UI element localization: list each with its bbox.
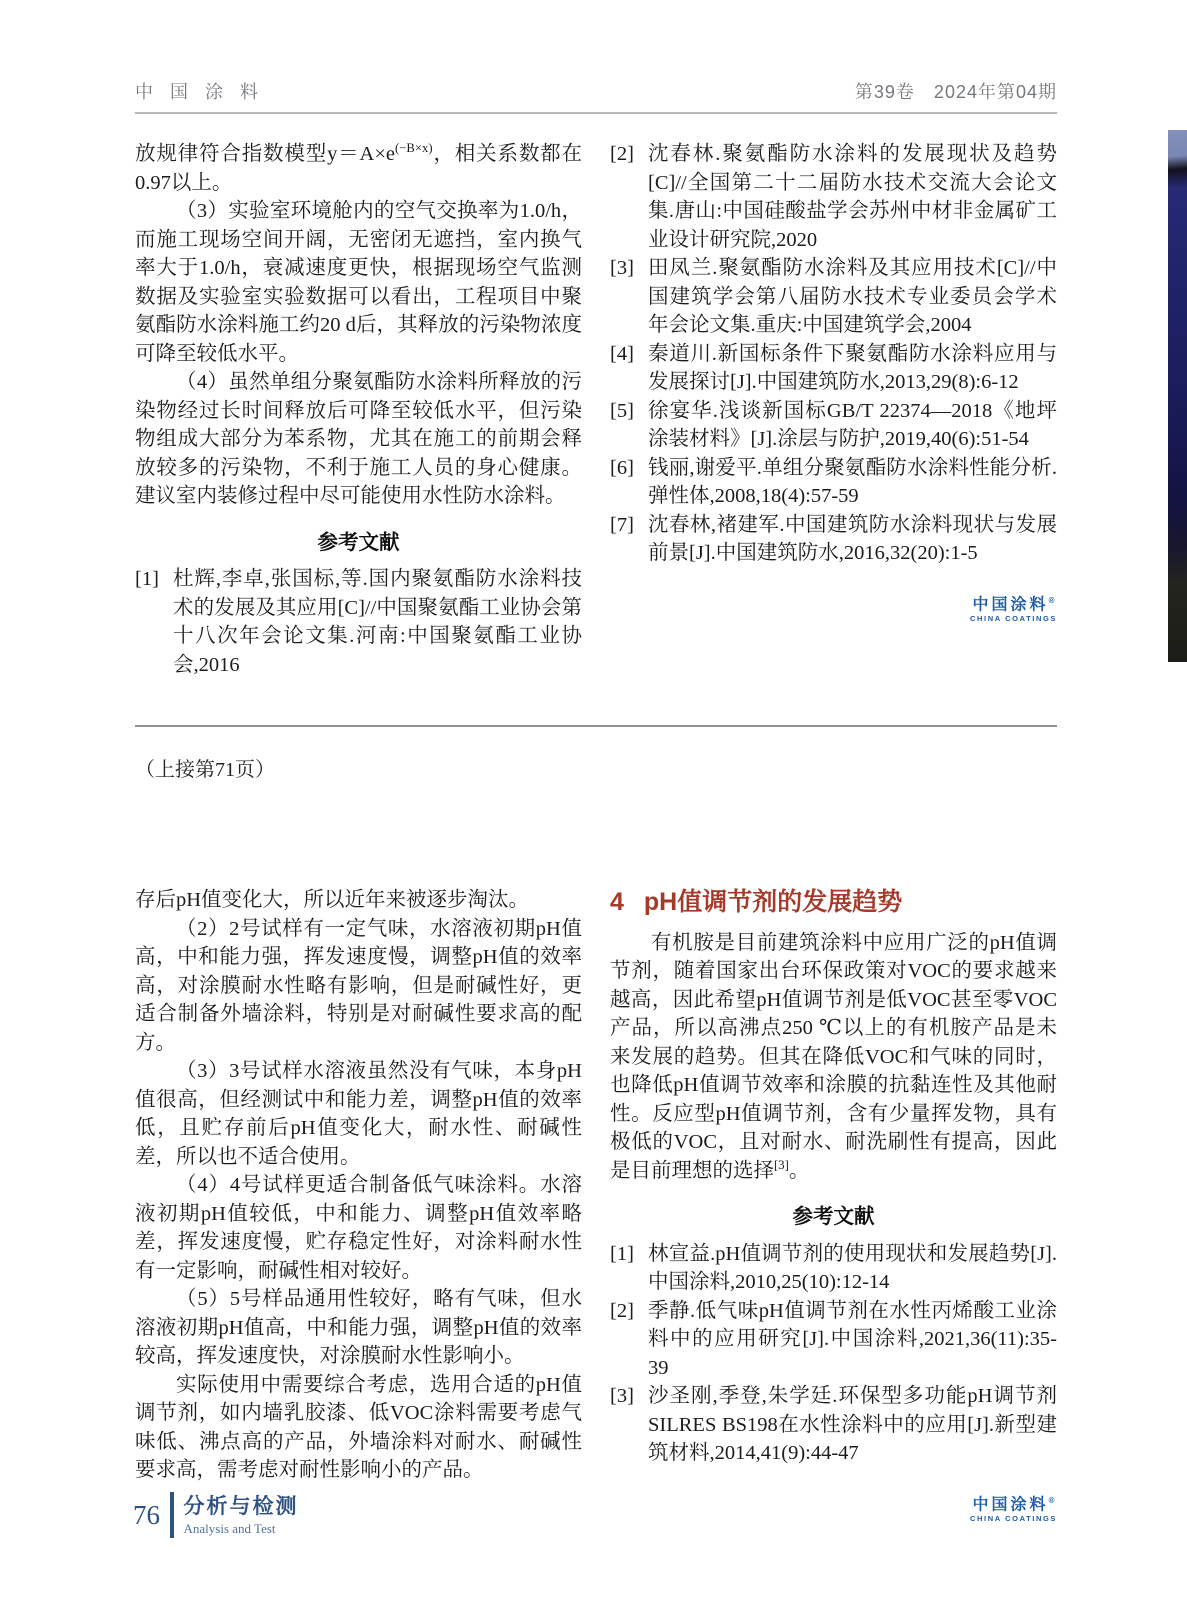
page-number: 76 (133, 1499, 160, 1530)
reference-text: 秦道川.新国标条件下聚氨酯防水涂料应用与发展探讨[J].中国建筑防水,2013,29(8):6-12 (648, 342, 1057, 393)
paragraph: 实际使用中需要综合考虑，选用合适的pH值调节剂，如内墙乳胶漆、低VOC涂料需要考虑气味低、沸点高的产品，外墙涂料对耐水、耐碱性要求高，需考虑对耐性影响小的产品。 (135, 1373, 582, 1481)
reference-text: 沈春林,褚建军.中国建筑防水涂料现状与发展前景[J].中国建筑防水,2016,32(20):1-5 (648, 513, 1057, 564)
logo-name (970, 1492, 1057, 1514)
continuation-note: （上接第71页） (135, 759, 275, 781)
references-heading: 参考文献 (317, 530, 400, 554)
formula-pre: 放规律符合指数模型y＝A×e (135, 143, 395, 165)
reference-item (610, 397, 1057, 454)
paragraph-formula (135, 140, 582, 197)
reference-text: 杜辉,李卓,张国标,等.国内聚氨酯防水涂料技术的发展及其应用[C]//中国聚氨酯工业协会第十八次年会论文集.河南:中国聚氨酯工业协会,2016 (173, 568, 582, 676)
reference-text: 林宣益.pH值调节剂的使用现状和发展趋势[J].中国涂料,2010,25(10):12-14 (648, 1242, 1057, 1293)
paragraph: （2）2号试样有一定气味，水溶液初期pH值高，中和能力强，挥发速度慢，调整pH值的效率高，对涂膜耐水性略有影响，但是耐碱性好，更适合制备外墙涂料，特别是对耐碱性要求高的配方。 (135, 917, 582, 1054)
logo-wrap-top (610, 592, 1057, 630)
reference-text: 钱丽,谢爱平.单组分聚氨酯防水涂料性能分析.弹性体,2008,18(4):57-59 (648, 456, 1057, 507)
paragraph: （4）4号试样更适合制备低气味涂料。水溶液初期pH值较低，中和能力、调整pH值效率略差，挥发速度慢，贮存稳定性好，对涂料耐水性有一定影响，耐碱性相对较好。 (135, 1174, 582, 1282)
reference-item (610, 454, 1057, 511)
reference-number: [3] (610, 257, 634, 279)
reference-number: [2] (610, 1299, 634, 1322)
reference-item (610, 254, 1057, 340)
paragraph: （5）5号样品通用性较好，略有气味，但水溶液初期pH值高，中和能力强，调整pH值的效率较高，挥发速度快，对涂膜耐水性影响小。 (135, 1288, 582, 1367)
page-header (135, 0, 1057, 114)
reference-item (135, 565, 582, 679)
logo-subtitle: CHINA COATINGS (970, 1513, 1057, 1523)
reference-number: [1] (610, 1242, 634, 1265)
page-footer (133, 1492, 299, 1538)
logo-name-text: 中国涂料 (972, 1495, 1049, 1513)
bottom-article (135, 886, 1057, 1529)
reference-item (610, 1297, 1057, 1383)
top-article (135, 140, 1057, 679)
logo-name (970, 592, 1057, 614)
china-coatings-logo-bottom (970, 1492, 1057, 1524)
bottom-left-column (135, 886, 582, 1529)
paragraph: 存后pH值变化大，所以近年来被逐步淘汰。 (135, 889, 530, 911)
section-title: pH值调节剂的发展趋势 (643, 888, 903, 916)
section-heading (610, 888, 1057, 917)
registered-mark-icon: ® (1048, 595, 1055, 605)
section-number: 4 (610, 888, 624, 916)
formula-post: ，相关系数都在0.97以上。 (135, 143, 583, 194)
logo-name-text: 中国涂料 (972, 595, 1049, 613)
reference-number: [2] (610, 143, 634, 165)
footer-section-titles (184, 1494, 299, 1537)
reference-number: [1] (135, 568, 159, 590)
bottom-right-column (610, 886, 1057, 1529)
references-heading: 参考文献 (792, 1205, 875, 1228)
registered-mark-icon: ® (1048, 1495, 1055, 1505)
footer-section-en: Analysis and Test (183, 1520, 276, 1536)
reference-item (610, 511, 1057, 568)
paragraph-with-citation (610, 929, 1057, 1186)
reference-text: 沙圣刚,季登,朱学廷.环保型多功能pH调节剂SILRES BS198在水性涂料中的应用[J].新型建筑材料,2014,41(9):44-47 (648, 1385, 1057, 1464)
reference-number: [4] (610, 342, 634, 365)
reference-text: 季静.低气味pH值调节剂在水性丙烯酸工业涂料中的应用研究[J].中国涂料,2021,36(11):35-39 (648, 1299, 1057, 1379)
citation-superscript: [3] (774, 1157, 789, 1172)
china-coatings-logo-top (970, 592, 1057, 624)
journal-name: 中 国 涂 料 (135, 82, 265, 102)
paragraph: （4）虽然单组分聚氨酯防水涂料所释放的污染物经过长时间释放后可降至较低水平，但污染物组成大部分为苯系物，尤其在施工的前期会释放较多的污染物，不利于施工人员的身心健康。建议室内装修过程中尽可能使用水性防水涂料。 (135, 371, 582, 507)
reference-item (610, 1240, 1057, 1297)
reference-number: [3] (610, 1385, 634, 1407)
body-text: 有机胺是目前建筑涂料中应用广泛的pH值调节剂，随着国家出台环保政策对VOC的要求越来越高，因此希望pH值调节剂是低VOC甚至零VOC产品，所以高沸点250 ℃以上的有机胺产品是未来发展的趋势。但其在降低VOC和气味的同时，也降低pH值调节效率和涂膜的抗黏连性及其他耐性。反应型pH值调节剂，含有少量挥发物，具有极低的VOC，且对耐水、耐洗刷性有提高，因此是目前理想的选择 (610, 931, 1057, 1182)
paragraph: （3）3号试样水溶液虽然没有气味，本身pH值很高，但经测试中和能力差，调整pH值的效率低，且贮存前后pH值变化大，耐水性、耐碱性差，所以也不适合使用。 (135, 1060, 582, 1168)
adjacent-page-image-strip (1168, 130, 1187, 662)
reference-text: 徐宴华.浅谈新国标GB/T 22374—2018《地坪涂装材料》[J].涂层与防护,2019,40(6):51-54 (648, 399, 1057, 450)
reference-number: [6] (610, 456, 634, 479)
formula-superscript: (−B×x) (394, 141, 433, 156)
logo-wrap-bottom (610, 1492, 1057, 1530)
top-left-column (135, 140, 582, 679)
reference-text: 田凤兰.聚氨酯防水涂料及其应用技术[C]//中国建筑学会第八届防水技术专业委员会学术年会论文集.重庆:中国建筑学会,2004 (648, 257, 1057, 336)
logo-subtitle: CHINA COATINGS (970, 613, 1057, 623)
paragraph: （3）实验室环境舱内的空气交换率为1.0/h，而施工现场空间开阔，无密闭无遮挡，室内换气率大于1.0/h，衰减速度更快，根据现场空气监测数据及实验室实验数据可以看出，工程项目中聚氨酯防水涂料施工约20 d后，其释放的污染物浓度可降至较低水平。 (135, 200, 582, 365)
reference-text: 沈春林.聚氨酯防水涂料的发展现状及趋势[C]//全国第二十二届防水技术交流大会论文集.唐山:中国硅酸盐学会苏州中材非金属矿工业设计研究院,2020 (648, 143, 1057, 251)
reference-number: [7] (610, 513, 634, 536)
body-text-end: 。 (788, 1159, 810, 1182)
reference-number: [5] (610, 399, 634, 422)
issue-info: 第39卷 2024年第04期 (854, 82, 1057, 102)
article-divider-line (135, 725, 1057, 727)
reference-item (610, 1382, 1057, 1468)
footer-section-cn: 分析与检测 (183, 1494, 299, 1518)
top-right-column (610, 140, 1057, 679)
reference-item (610, 140, 1057, 254)
reference-item (610, 340, 1057, 397)
footer-divider-bar (170, 1492, 174, 1538)
